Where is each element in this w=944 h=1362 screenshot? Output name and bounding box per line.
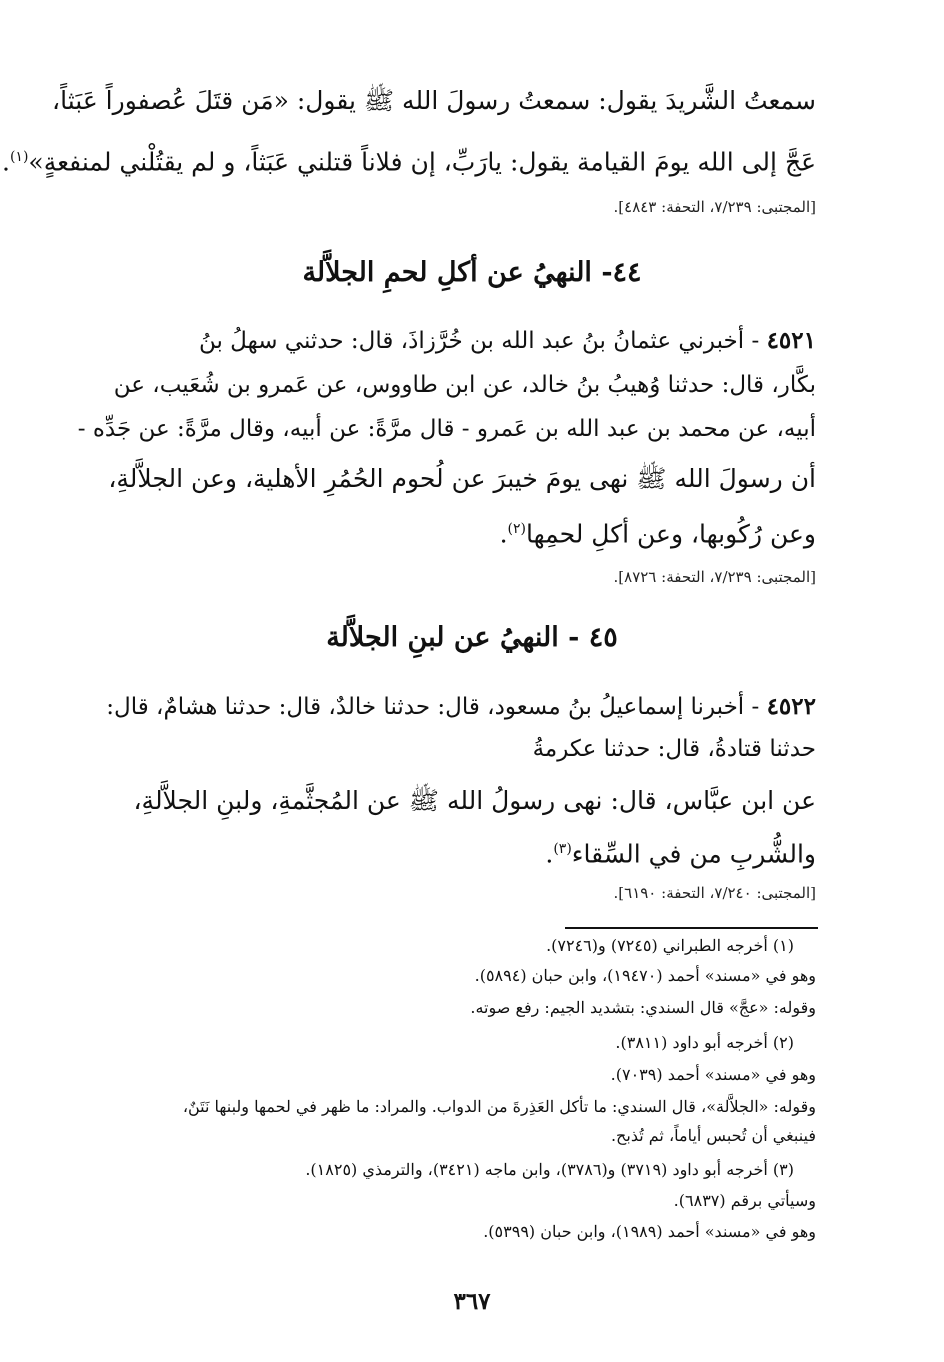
hadith-4521-isnad-2: بكَّار، قال: حدثنا وُهيبُ بنُ خالد، عن ابن طاووس، عن عَمرو بن شُعَيب، عن — [113, 372, 816, 398]
hadith-4522-matn-line-2 — [126, 826, 816, 877]
chapter-45-heading: ٤٥ - النهيُ عن لبنِ الجلاَّلة — [326, 622, 618, 653]
chapter-44-heading: ٤٤- النهيُ عن أكلِ لحمِ الجلاَّلة — [302, 257, 642, 288]
page-number: ٣٦٧ — [453, 1288, 491, 1315]
hadith-4521-line-1 — [126, 318, 816, 364]
hadith-4522-reference-text: [المجتبى: ٧/٢٤٠، التحفة: ٦١٩٠]. — [613, 884, 816, 902]
intro-text-2: عَجَّ إلى الله يومَ القيامة يقول: يارَبِّ، إن فلاناً قتلني عَبَثاً، و لم يقتُلْني لمنفعةٍ» — [28, 147, 816, 177]
footnote-line: (١) أخرجه الطبراني (٧٢٤٥) و(٧٢٤٦). — [546, 936, 794, 955]
hadith-4522-matn-2: والشُّربِ من في السِّقاء — [571, 839, 816, 869]
footnote-marker-1: (١) — [9, 149, 29, 165]
hadith-4521-matn-2: وعن رُكُوبها، وعن أكلِ لحمِها — [525, 519, 816, 549]
hadith-4521-reference-text: [المجتبى: ٧/٢٣٩، التحفة: ٨٧٢٦]. — [613, 568, 816, 586]
intro-text-1: سمعتُ الشَّريدَ يقول: سمعتُ رسولَ الله ﷺ يقول: «مَن قتَلَ عُصفوراً عَبَثاً، — [52, 86, 816, 115]
footnote-line: (٢) أخرجه أبو داود (٣٨١١). — [615, 1033, 794, 1052]
footnote-separator — [565, 927, 818, 929]
footnote-marker-3: (٣) — [553, 841, 572, 857]
footnote-line: وقوله: «عجَّ» قال السندي: بتشديد الجيم: رفع صوته. — [470, 998, 816, 1017]
hadith-4522-reference — [126, 884, 816, 902]
footnote-line: (٣) أخرجه أبو داود (٣٧١٩) و(٣٧٨٦)، وابن ماجه (٣٤٢١)، والترمذي (١٨٢٥). — [305, 1160, 794, 1179]
hadith-4522-number: ٤٥٢٢ — [766, 693, 816, 720]
hadith-4521-matn-line-1 — [108, 456, 816, 502]
footnote-line: وهو في «مسند» أحمد (٧٠٣٩). — [610, 1065, 816, 1084]
intro-reference — [126, 198, 816, 216]
footnote-line: وهو في «مسند» أحمد (١٩٨٩)، وابن حبان (٥٣٩٩). — [483, 1222, 816, 1241]
hadith-4522-matn-line-1 — [126, 778, 816, 824]
hadith-4521-isnad-1: - أخبرني عثمانُ بنُ عبد الله بن خُرَّزاذَ، قال: حدثني سهلُ بنُ — [198, 328, 760, 354]
hadith-4522-line-2 — [126, 726, 816, 772]
hadith-4522-matn-1: عن ابن عبَّاس، قال: نهى رسولُ الله ﷺ عن المُجثَّمةِ، ولبنِ الجلاَّلةِ، — [133, 786, 816, 815]
hadith-4521-line-3 — [77, 406, 816, 452]
intro-line-1 — [52, 78, 816, 124]
footnote-marker-2: (٢) — [507, 521, 526, 537]
hadith-4521-line-2 — [113, 362, 816, 408]
intro-text-2-end: . — [2, 147, 10, 177]
footnote-line: وهو في «مسند» أحمد (١٩٤٧٠)، وابن حبان (٥٨٩٤). — [474, 966, 816, 985]
hadith-4522-isnad-1: - أخبرنا إسماعيلُ بنُ مسعود، قال: حدثنا خالدٌ، قال: حدثنا هشامٌ، قال: — [106, 694, 760, 720]
intro-line-2 — [2, 134, 816, 185]
footnote-line: وقوله: «الجلاَّلة»، قال السندي: ما تأكل العَذِرةَ من الدواب. والمراد: ما ظهر في لحمها ولبنها نَتَنٌ، — [182, 1097, 816, 1116]
hadith-4522-isnad-2: حدثنا قتادةُ، قال: حدثنا عكرمةُ — [532, 736, 816, 762]
hadith-4522-line-1 — [106, 684, 816, 730]
hadith-4521-matn-end: . — [499, 519, 508, 549]
intro-reference-text: [المجتبى: ٧/٢٣٩، التحفة: ٤٨٤٣]. — [613, 198, 816, 216]
hadith-4521-matn-line-2 — [126, 506, 816, 557]
footnote-line: فينبغي أن تُحبس أياماً، ثم تُذبح. — [610, 1126, 816, 1145]
hadith-4521-number: ٤٥٢١ — [766, 327, 816, 354]
hadith-4521-isnad-3: أبيه، عن محمد بن عبد الله بن عَمرو - قال مرَّةً: عن أبيه، وقال مرَّةً: عن جَدِّه - — [77, 416, 816, 442]
hadith-4522-matn-end: . — [545, 839, 554, 869]
hadith-4521-reference — [126, 568, 816, 586]
footnote-line: وسيأتي برقم (٦٨٣٧). — [673, 1191, 816, 1210]
hadith-4521-matn-1: أن رسولَ الله ﷺ نهى يومَ خيبرَ عن لُحوم الحُمُرِ الأهلية، وعن الجلاَّلةِ، — [108, 464, 816, 493]
